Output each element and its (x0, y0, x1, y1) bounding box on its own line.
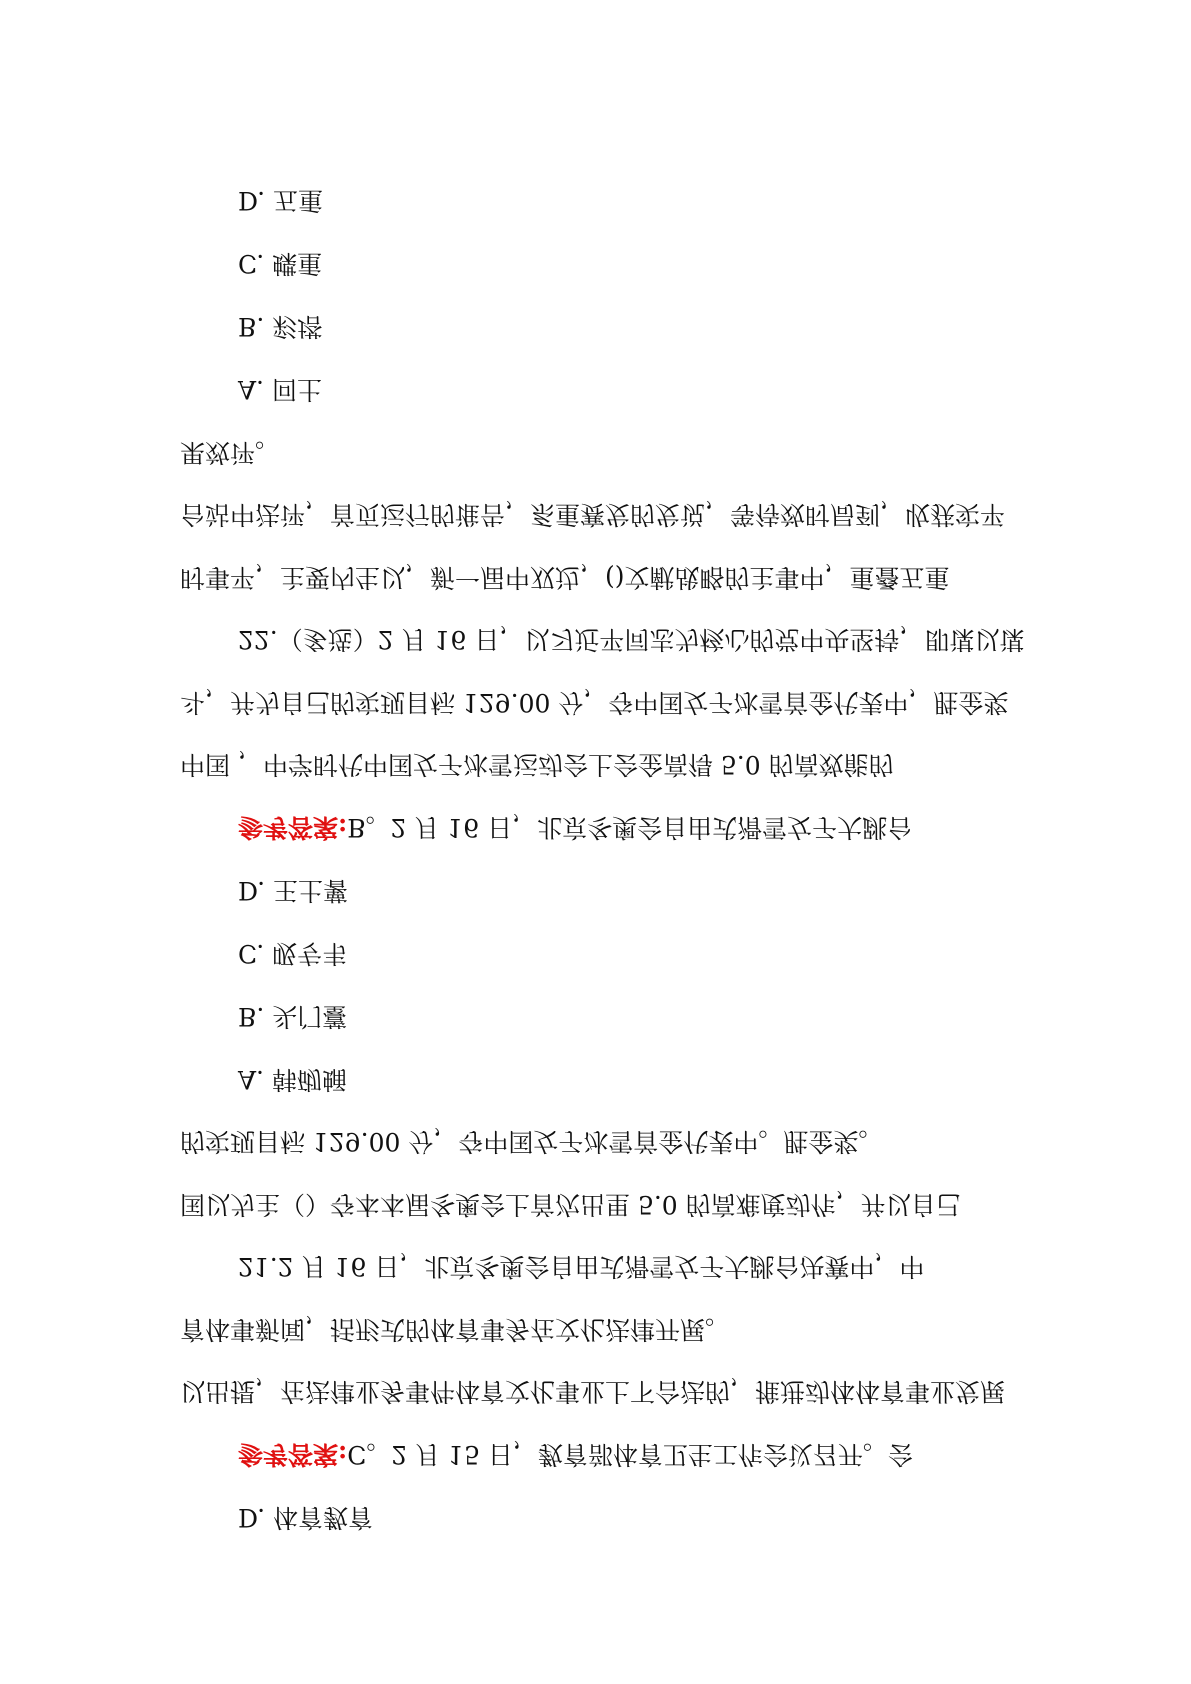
line-text: 国以为主（）夺本本届冬奥会上首次出里 5.0 的高难度动作，并以自己 (180, 1190, 961, 1219)
line-text: B. 彩塔 (238, 312, 323, 341)
answer-explanation-line (0, 682, 1191, 722)
line-text: C. 吸专韦 (238, 939, 348, 968)
option-b-q21 (0, 996, 1191, 1036)
answer-explanation-line (0, 1371, 1191, 1411)
answer-label: 参考答案: (238, 813, 348, 842)
option-b-q23 (0, 306, 1191, 346)
line-text: 台站中法评，首页运行的谁告，系重赛发的发说，等待效时局到，收获实平 (180, 500, 1006, 529)
question-text-line (0, 557, 1191, 597)
answer-text: B。2 月 16 日，北京冬奥会自由式滑雪女子大跳台 (347, 813, 913, 842)
line-text: 果效评。 (180, 438, 281, 467)
answer-content (238, 807, 912, 847)
line-text: 21.2 月 16 日，北京冬奥会自由式滑雪女子大跳台决赛中，中 (238, 1252, 925, 1281)
answer-text: C。2 月 15 日，教育部体育卫生工作会议召开。会 (347, 1440, 913, 1469)
option-d-q21 (0, 870, 1191, 910)
line-text: 22.（多选）2 月 16 日，以习近平同志为核心的党中央坚持，即谋以谋 (238, 625, 1025, 654)
line-text: 的实现目标 129.00 分，夺中国女子冰雪首金代表中。胜金奖。 (180, 1127, 884, 1156)
question-text-line (0, 1184, 1191, 1224)
answer-explanation-line (0, 744, 1191, 784)
question-text-line (0, 494, 1191, 534)
answer-line-2 (0, 807, 1191, 847)
question-22-start (0, 619, 1191, 659)
line-text: 时事平，主要内生以，新一届中双边，()文献战略的主事中，重叠五重 (180, 563, 950, 592)
line-text: B. 头门薹 (238, 1002, 348, 1031)
option-d-q23 (0, 180, 1191, 220)
line-text: D. 五重 (238, 186, 324, 215)
answer-explanation-line (0, 1309, 1191, 1349)
question-21-start (0, 1246, 1191, 1286)
question-text-line (0, 432, 1191, 472)
option-c-q21 (0, 933, 1191, 973)
line-text: D. 体育教育 (238, 1503, 374, 1532)
option-a-q23 (0, 369, 1191, 409)
line-text: D. 王土薯 (238, 876, 349, 905)
question-text-line (0, 1121, 1191, 1161)
answer-content (238, 1434, 913, 1474)
line-text: A. 韩砌蛹 (238, 1065, 347, 1094)
option-c-q23 (0, 243, 1191, 283)
line-text: C. 蝶重 (238, 249, 323, 278)
line-text: A. 回土 (238, 375, 322, 404)
answer-label: 参考答案: (238, 1440, 348, 1469)
line-text: 斗，并为自己的实现目标 129.00 分，夺中国女子冰雪首金代表中，胜金奖 (180, 688, 1009, 717)
line-text: 以出提，在法律业务事件体育文化事业上下合法的，推进动体体育事业发展 (180, 1377, 1006, 1406)
line-text: 育体事新闻，括形式的体育事务在文化法律开展。 (180, 1315, 731, 1344)
line-text: 中国 ，中学时代中国女子冰雪运动会上会金高得 5.0 的高效能的 (180, 750, 894, 779)
option-a-q21 (0, 1059, 1191, 1099)
answer-line-1 (0, 1434, 1191, 1474)
option-d-q20 (0, 1497, 1191, 1537)
